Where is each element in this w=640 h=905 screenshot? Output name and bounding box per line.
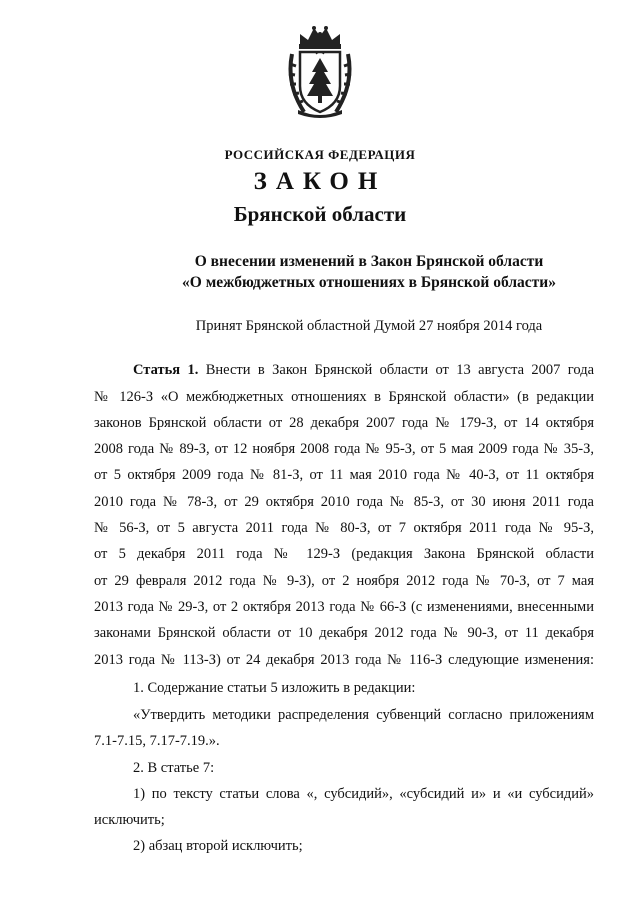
text-line: от 5 октября 2009 года № 81-З, от 11 мая 2010 года № 40-З, от 11 октября bbox=[94, 467, 594, 483]
text-line: 7.1-7.15, 7.17-7.19.». bbox=[94, 733, 220, 749]
text-line: 2008 года № 89-З, от 12 ноября 2008 года № 95-З, от 5 мая 2009 года № 35-З, bbox=[94, 441, 594, 457]
text-line: законами Брянской области от 10 декабря 2012 года № 90-З, от 11 декабря bbox=[94, 625, 594, 641]
text-line: Внести в Закон Брянской области от 13 августа 2007 года bbox=[205, 362, 595, 378]
text-line: законов Брянской области от 28 декабря 2007 года № 179-З, от 14 октября bbox=[94, 415, 594, 431]
text-line: № 56-З, от 5 августа 2011 года № 80-З, от 7 октября 2011 года № 95-З, bbox=[94, 520, 594, 536]
adoption-note: Принят Брянской областной Думой 27 ноября 2014 года bbox=[195, 318, 543, 334]
article-label: Статья 1. bbox=[133, 362, 199, 378]
subject-line: «О межбюджетных отношениях в Брянской области» bbox=[182, 274, 556, 291]
country-heading: РОССИЙСКАЯ ФЕДЕРАЦИЯ bbox=[224, 147, 416, 162]
law-title: ЗАКОН bbox=[253, 168, 387, 195]
text-line: исключить; bbox=[94, 812, 165, 828]
article-first-line bbox=[133, 360, 594, 380]
region-heading: Брянской области bbox=[233, 202, 407, 226]
text-line: «Утвердить методики распределения субвенций согласно приложениям bbox=[133, 707, 594, 723]
text-line: 2013 года № 29-З, от 2 октября 2013 года № 66-З (с изменениями, внесенными bbox=[94, 599, 594, 615]
text-line: 2013 года № 113-З) от 24 декабря 2013 года № 116-З следующие изменения: bbox=[94, 652, 594, 668]
text-line: 2. В статье 7: bbox=[133, 760, 215, 776]
coat-of-arms-icon bbox=[286, 24, 354, 120]
text-line: № 126-З «О межбюджетных отношениях в Брянской области» (в редакции bbox=[94, 389, 594, 405]
text-line: 1) по тексту статьи слова «, субсидий», «субсидий и» и «и субсидий» bbox=[133, 786, 594, 802]
text-line: от 29 февраля 2012 года № 9-З), от 2 ноября 2012 года № 70-З, от 7 мая bbox=[94, 573, 594, 589]
text-line: 1. Содержание статьи 5 изложить в редакции: bbox=[133, 680, 416, 696]
text-line: 2010 года № 78-З, от 29 октября 2010 года № 85-З, от 30 июня 2011 года bbox=[94, 494, 594, 510]
law-subject bbox=[0, 251, 640, 293]
text-line: от 5 декабря 2011 года № 129-З (редакция Закона Брянской области bbox=[94, 546, 594, 562]
subject-line: О внесении изменений в Закон Брянской области bbox=[194, 253, 544, 270]
text-line: 2) абзац второй исключить; bbox=[133, 838, 303, 854]
